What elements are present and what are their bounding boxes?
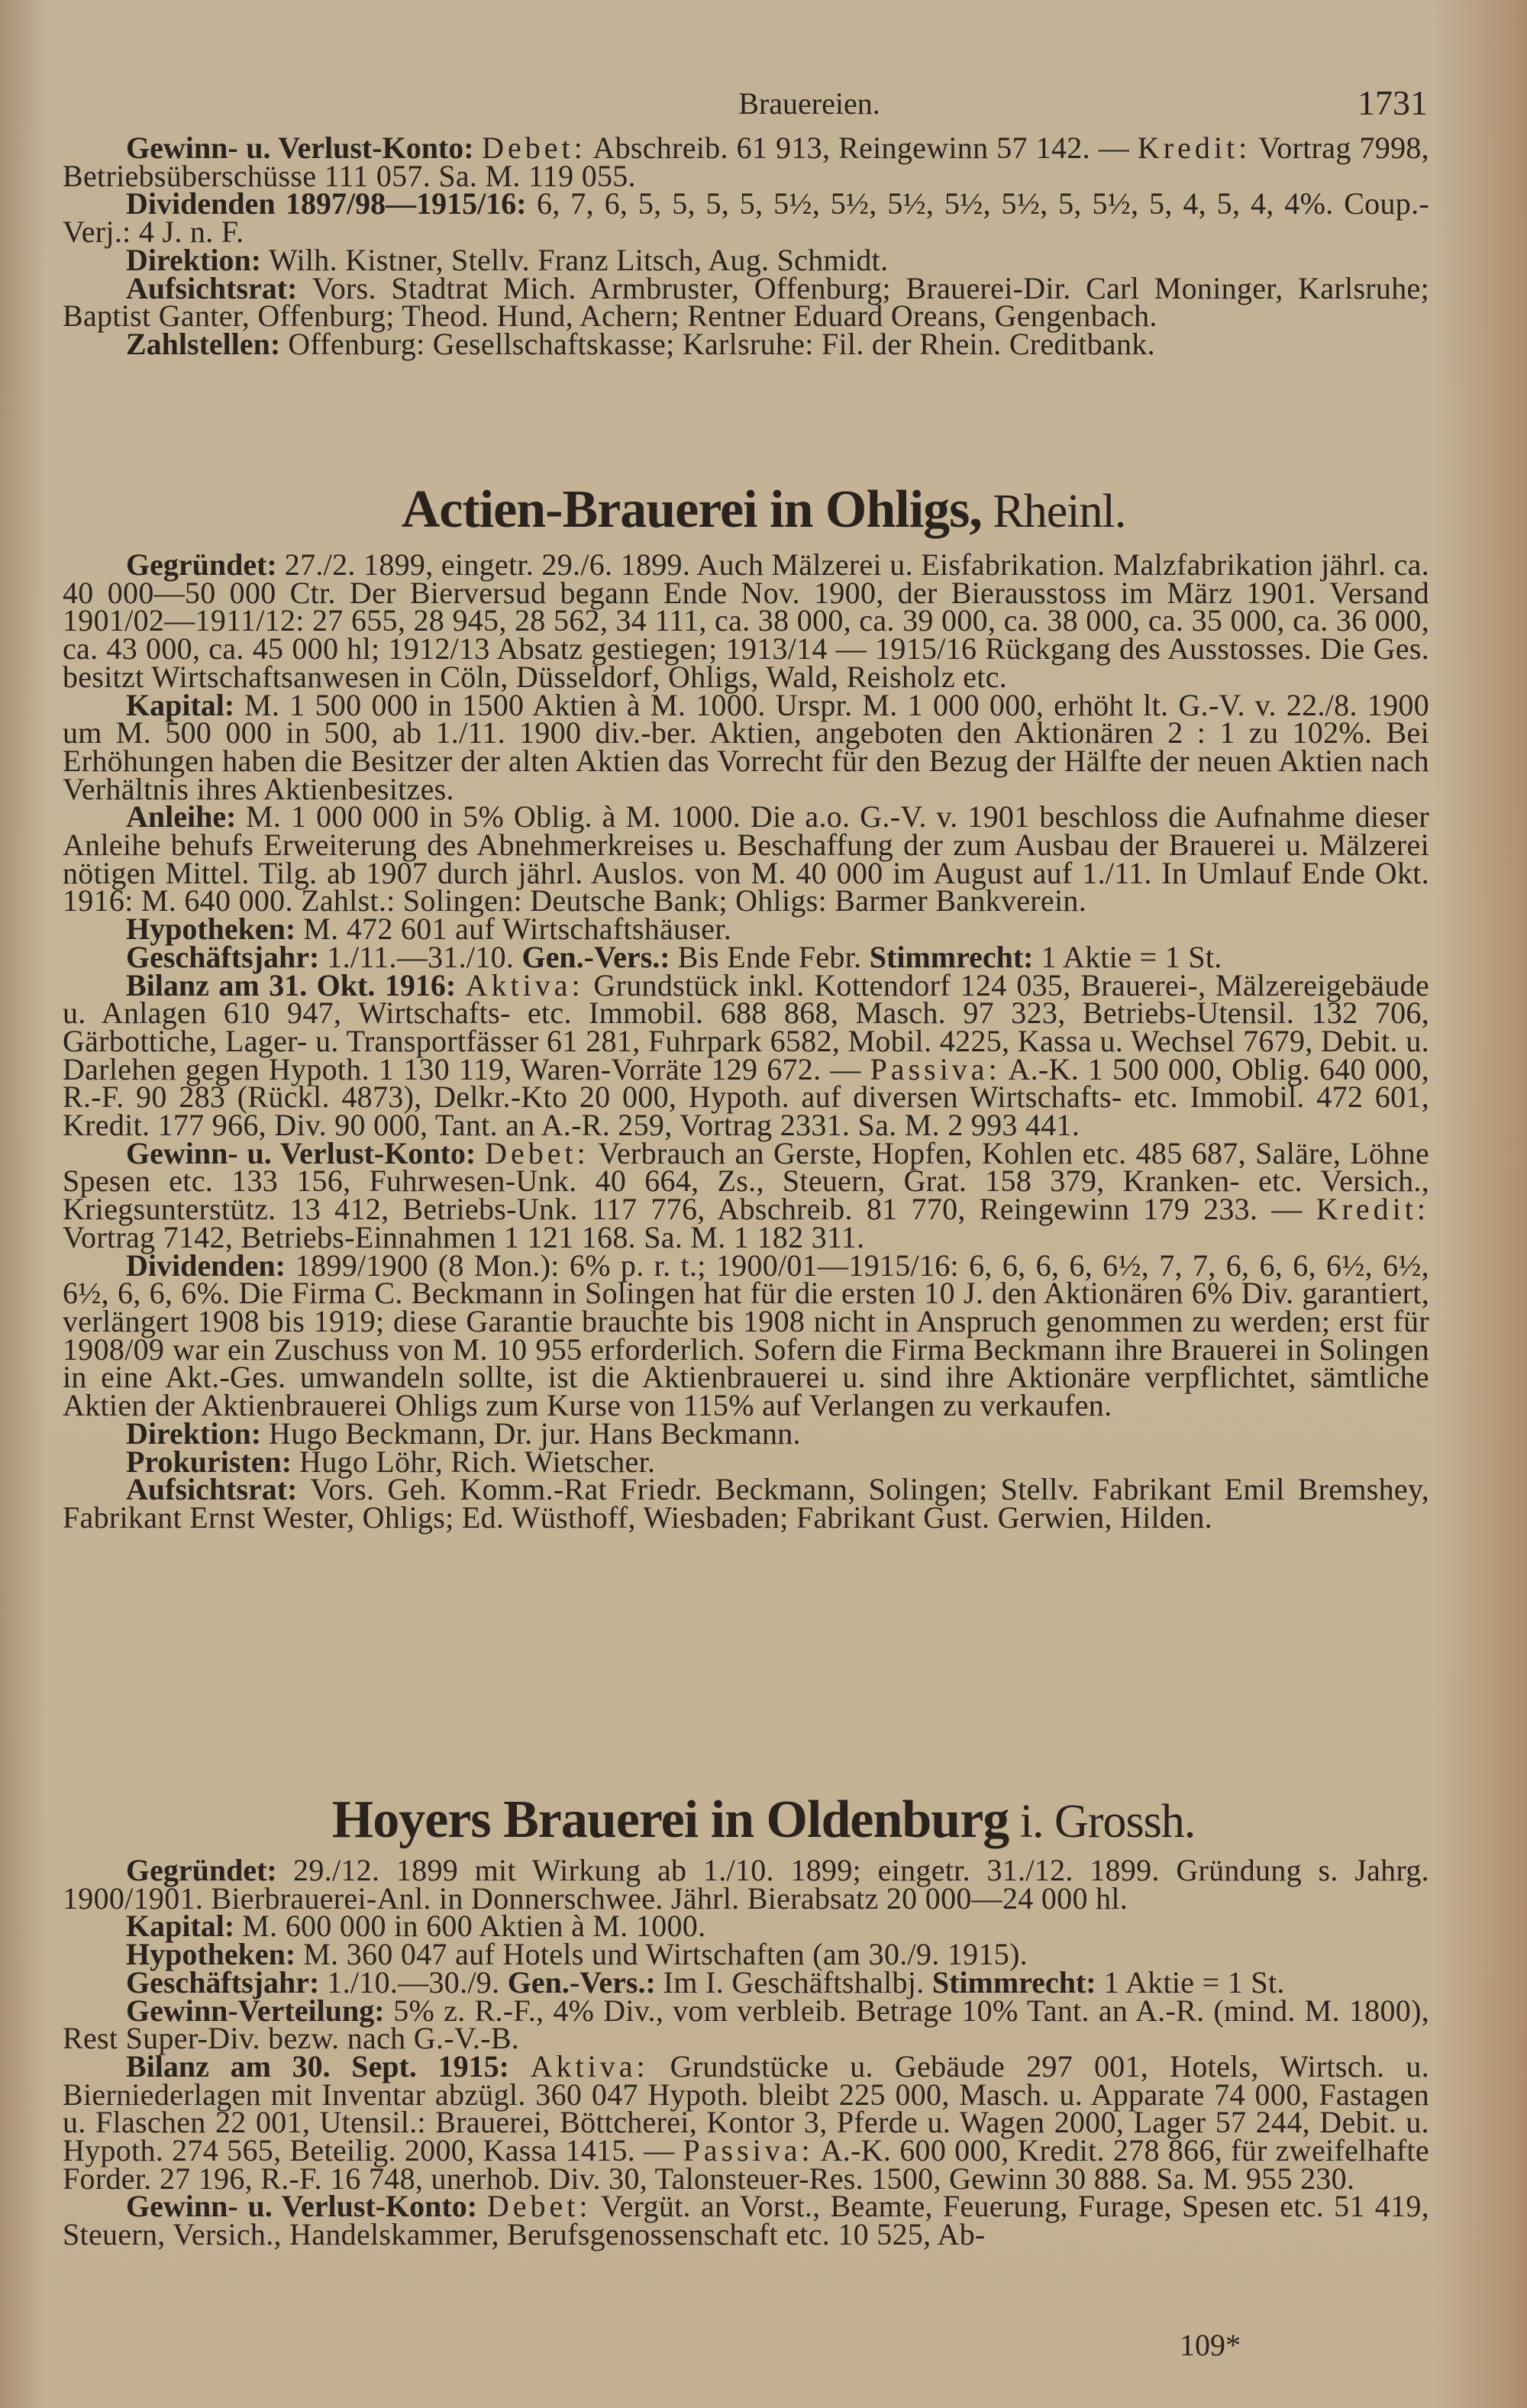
field-text: Hugo Löhr, Rich. Wietscher. — [299, 1444, 656, 1479]
field-text: Grundstück inkl. Kottendorf 124 035, Brauerei-, Mälzereigebäude u. Anlagen 610 947, Wirtschafts- etc. Immobil. 688 868, Masch. 97 323, Betriebs-Utensil. 132 706, Gärbottiche, Lager- u. Transportfässer 61 281, Fuhrpark 6582, Mobil. 4225, Kassa u. Wechsel 7679, Debit. u. Darlehen gegen Hypoth. 1 130 119, Waren-Vorräte 129 672. — — [63, 967, 1430, 1086]
field-label: Hypotheken: — [126, 912, 304, 947]
field-text: M. 600 000 in 600 Aktien à M. 1000. — [242, 1909, 706, 1944]
field-label: Prokuristen: — [126, 1444, 300, 1479]
paragraph — [63, 186, 1429, 250]
field-label: Gewinn- u. Verlust-Konto: — [126, 1135, 486, 1170]
paragraph — [63, 326, 1429, 361]
field-label: Geschäftsjahr: — [126, 1964, 328, 2000]
running-head-title: Brauereien. — [738, 86, 880, 121]
signature-mark: 109* — [1180, 2328, 1241, 2362]
account-side-label: Passiva: — [683, 2133, 814, 2168]
field-text: M. 472 601 auf Wirtschaftshäuser. — [303, 912, 732, 947]
field-text: 5% z. R.-F., 4% Div., vom verbleib. Betrage 10% Tant. an A.-R. (mind. M. 1800), Rest Super-Div. bezw. nach G.-V.-B. — [63, 1993, 1430, 2056]
field-text: 1899/1900 (8 Mon.): 6% p. r. t.; 1900/01—1915/16: 6, 6, 6, 6, 6½, 7, 7, 6, 6, 6, 6½, 6½, 6½, 6, 6, 6%. Die Firma C. Beckmann in Solingen hat für die ersten 10 J. den Aktionären 6% Div. garantiert, verlängert 1908 bis 1919; diese Garantie brauchte bis 1908 nicht in Anspruch genommen zu werden; erst für 1908/09 war ein Zuschuss von M. 10 955 erforderlich. Sofern die Firma Beckmann ihre Brauerei in Solingen in eine Akt.-Ges. umwandeln sollte, ist die Aktienbrauerei u. sind ihre Aktionäre verpflichtet, sämtliche Aktien der Aktienbrauerei Ohligs zum Kurse von 115% auf Verlangen zu verkaufen. — [63, 1248, 1429, 1423]
paragraph — [63, 1993, 1430, 2056]
field-label: Aufsichtsrat: — [126, 1472, 311, 1507]
company-heading-suffix: Rheinl. — [981, 486, 1126, 537]
field-text: 1 Aktie = 1 St. — [1041, 939, 1222, 974]
paragraph — [63, 131, 1429, 193]
field-label: Bilanz am 30. Sept. 1915: — [126, 2048, 531, 2084]
field-label: Gewinn-Verteilung: — [126, 1993, 394, 2028]
section-continuation-body — [63, 131, 1429, 361]
paragraph — [63, 270, 1429, 334]
field-text: Abschreib. 61 913, Reingewinn 57 142. — — [586, 131, 1138, 165]
field-text: 1./10.—30./9. — [327, 1964, 508, 2000]
field-text: Im I. Geschäftshalbj. — [663, 1964, 932, 2000]
paragraph — [63, 547, 1429, 694]
field-label: Stimmrecht: — [869, 939, 1041, 974]
paragraph — [63, 1853, 1429, 1916]
field-text: A.-K. 1 500 000, Oblig. 640 000, R.-F. 90 283 (Rückl. 4873), Delkr.-Kto 20 000, Hypoth. auf diversen Wirtschafts- etc. Immobil. 472 601, Kredit. 177 966, Div. 90 000, Tant. an A.-R. 259, Vortrag 2331. Sa. M. 2 993 441. — [63, 1051, 1429, 1143]
running-head — [0, 83, 1527, 124]
field-label: Gewinn- u. Verlust-Konto: — [126, 131, 483, 165]
field-text: Verbrauch an Gerste, Hopfen, Kohlen etc. 485 687, Saläre, Löhne Spesen etc. 133 156, Fuhrwesen-Unk. 40 664, Zs., Steuern, Grat. 158 379, Kranken- etc. Versich., Kriegsunterstütz. 13 412, Betriebs-Unk. 117 776, Abschreib. 81 770, Reingewinn 179 233. — — [63, 1135, 1429, 1227]
field-label: Gen.-Vers.: — [507, 1964, 663, 2000]
field-text: Wilh. Kistner, Stellv. Franz Litsch, Aug. Schmidt. — [269, 242, 889, 277]
field-text: Vortrag 7998, Betriebsüberschüsse 111 057. Sa. M. 119 055. — [63, 131, 1429, 193]
field-text: Grundstücke u. Gebäude 297 001, Hotels, Wirtsch. u. Bierniederlagen mit Inventar abzügl. 360 047 Hypoth. bleibt 225 000, Masch. u. Apparate 74 000, Fastagen u. Flaschen 22 001, Utensil.: Brauerei, Böttcherei, Kontor 3, Pferde u. Wagen 2000, Lager 57 244, Debit. u. Hypoth. 274 565, Beteilig. 2000, Kassa 1415. — — [63, 2048, 1429, 2168]
field-label: Gegründet: — [126, 547, 285, 582]
field-text: Vergüt. an Vorst., Beamte, Feuerung, Furage, Spesen etc. 51 419, Steuern, Versich., Handelskammer, Berufsgenossenschaft etc. 10 525, Ab- — [63, 2189, 1429, 2252]
company-heading-main: Actien-Brauerei in Ohligs, — [401, 480, 982, 539]
field-label: Direktion: — [126, 242, 270, 277]
field-label: Kapital: — [126, 687, 244, 722]
paragraph — [63, 1472, 1429, 1535]
section-ohligs-body — [63, 547, 1430, 1535]
field-text: Hugo Beckmann, Dr. jur. Hans Beckmann. — [269, 1415, 801, 1451]
field-text: 1 Aktie = 1 St. — [1103, 1964, 1285, 2000]
field-label: Direktion: — [126, 1415, 270, 1451]
field-label: Dividenden 1897/98—1915/16: — [126, 186, 537, 221]
paragraph — [63, 2048, 1429, 2196]
paragraph — [63, 799, 1430, 918]
field-text: 1./11.—31./10. — [327, 939, 522, 974]
company-heading-oldenburg — [0, 1790, 1527, 1851]
field-label: Geschäftsjahr: — [126, 939, 328, 974]
field-label: Stimmrecht: — [931, 1964, 1104, 2000]
account-side-label: Kredit: — [1316, 1192, 1429, 1227]
field-text: 6, 7, 6, 5, 5, 5, 5, 5½, 5½, 5½, 5½, 5½, 5, 5½, 5, 4, 5, 4, 4%. Coup.-Verj.: 4 J. n. F. — [63, 186, 1429, 250]
account-side-label: Debet: — [485, 1135, 589, 1170]
field-text: Vors. Geh. Komm.-Rat Friedr. Beckmann, Solingen; Stellv. Fabrikant Emil Bremshey, Fabrikant Ernst Wester, Ohligs; Ed. Wüsthoff, Wiesbaden; Fabrikant Gust. Gerwien, Hilden. — [63, 1472, 1429, 1535]
page-number: 1731 — [1358, 83, 1428, 122]
field-label: Dividenden: — [126, 1248, 295, 1283]
field-text: A.-K. 600 000, Kredit. 278 866, für zweifelhafte Forder. 27 196, R.-F. 16 748, unerhob. Div. 30, Talonsteuer-Res. 1500, Gewinn 30 888. Sa. M. 955 230. — [63, 2133, 1429, 2196]
field-text: M. 1 000 000 in 5% Oblig. à M. 1000. Die a.o. G.-V. v. 1901 beschloss die Aufnahme dieser Anleihe behufs Erweiterung des Abnehmerkreises u. Beschaffung der zum Ausbau der Brauerei u. Mälzerei nötigen Mittel. Tilg. ab 1907 durch jährl. Auslos. von M. 40 000 im August auf 1./11. In Umlauf Ende Okt. 1916: M. 640 000. Zahlst.: Solingen: Deutsche Bank; Ohligs: Barmer Bankverein. — [63, 799, 1430, 918]
account-side-label: Aktiva: — [530, 2048, 649, 2084]
field-label: Gegründet: — [126, 1853, 294, 1887]
field-text: 29./12. 1899 mit Wirkung ab 1./10. 1899; eingetr. 31./12. 1899. Gründung s. Jahrg. 1900/1901. Bierbrauerei-Anl. in Donnerschwee. Jährl. Bierabsatz 20 000—24 000 hl. — [63, 1853, 1429, 1916]
field-label: Anleihe: — [126, 799, 246, 834]
field-text: Bis Ende Febr. — [677, 939, 870, 974]
field-text: Offenburg: Gesellschaftskasse; Karlsruhe: Fil. der Rhein. Creditbank. — [288, 326, 1155, 361]
field-text: Vortrag 7142, Betriebs-Einnahmen 1 121 168. Sa. M. 1 182 311. — [63, 1219, 865, 1254]
account-side-label: Passiva: — [870, 1051, 1001, 1086]
field-label: Gewinn- u. Verlust-Konto: — [126, 2189, 487, 2224]
account-side-label: Kredit: — [1137, 131, 1251, 165]
section-oldenburg-body — [63, 1853, 1430, 2252]
account-side-label: Debet: — [482, 131, 586, 165]
company-heading-ohligs — [0, 479, 1527, 541]
company-heading-suffix: i. Grossh. — [1009, 1796, 1196, 1848]
paragraph — [63, 1135, 1429, 1254]
field-label: Kapital: — [126, 1909, 243, 1944]
field-label: Hypotheken: — [126, 1937, 304, 1972]
account-side-label: Aktiva: — [465, 967, 584, 1002]
field-label: Gen.-Vers.: — [521, 939, 678, 974]
paragraph — [63, 687, 1429, 806]
company-heading-main: Hoyers Brauerei in Oldenburg — [331, 1790, 1009, 1849]
field-text: 27./2. 1899, eingetr. 29./6. 1899. Auch Mälzerei u. Eisfabrikation. Malzfabrikation jährl. ca. 40 000—50 000 Ctr. Der Bierversud begann Ende Nov. 1900, der Bierausstoss im März 1901. Versand 1901/02—1911/12: 27 655, 28 945, 28 562, 34 111, ca. 38 000, ca. 39 000, ca. 38 000, ca. 35 000, ca. 36 000, ca. 43 000, ca. 45 000 hl; 1912/13 Absatz gestiegen; 1913/14 — 1915/16 Rückgang des Ausstosses. Die Ges. besitzt Wirtschaftsanwesen in Cöln, Düsseldorf, Ohligs, Wald, Reisholz etc. — [63, 547, 1429, 694]
field-text: M. 1 500 000 in 1500 Aktien à M. 1000. Urspr. M. 1 000 000, erhöht lt. G.-V. v. 22./8. 1900 um M. 500 000 in 500, ab 1./11. 1900 div.-ber. Aktien, angeboten den Aktionären 2 : 1 zu 102%. Bei Erhöhungen haben die Besitzer der alten Aktien das Vorrecht für den Bezug der Hälfte der neuen Aktien nach Verhältnis ihres Aktienbesitzes. — [63, 687, 1429, 806]
field-label: Zahlstellen: — [126, 326, 289, 361]
paragraph — [63, 967, 1430, 1143]
paragraph — [63, 1248, 1429, 1423]
paragraph — [63, 2189, 1429, 2252]
field-text: M. 360 047 auf Hotels und Wirtschaften (am 30./9. 1915). — [303, 1937, 1028, 1972]
field-label: Bilanz am 31. Okt. 1916: — [126, 967, 466, 1002]
field-text: Vors. Stadtrat Mich. Armbruster, Offenburg; Brauerei-Dir. Carl Moninger, Karlsruhe; Baptist Ganter, Offenburg; Theod. Hund, Achern; Rentner Eduard Oreans, Gengenbach. — [63, 270, 1429, 334]
field-label: Aufsichtsrat: — [126, 270, 312, 305]
account-side-label: Debet: — [486, 2189, 592, 2224]
